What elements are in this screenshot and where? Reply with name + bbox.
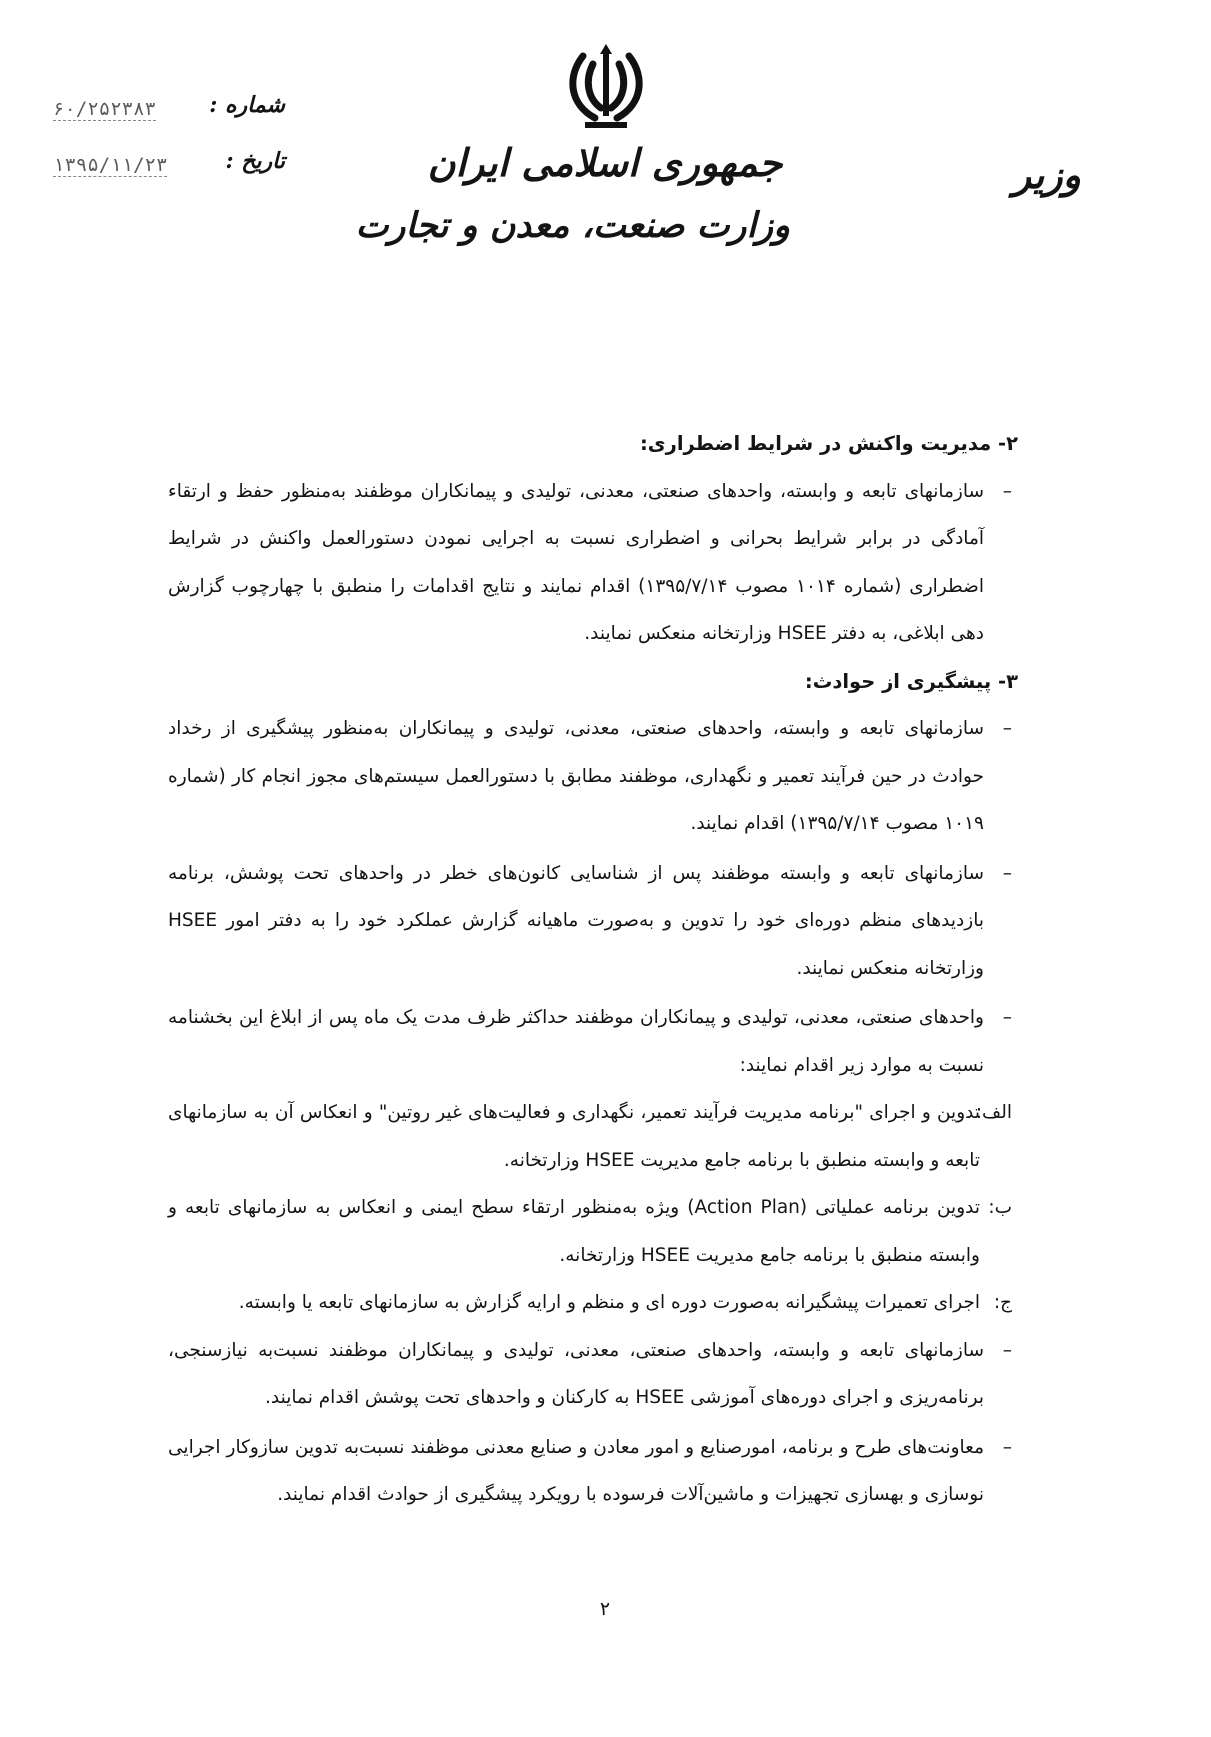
- sub-item-text: اجرای تعمیرات پیشگیرانه به‌صورت دوره ای و منظم و ارایه گزارش به سازمانهای تابعه یا وابسته.: [238, 1292, 980, 1313]
- sub-item-label: ج:: [993, 1292, 1012, 1313]
- minister-label: وزیر: [1012, 152, 1081, 197]
- republic-title: جمهوری اسلامی ایران: [427, 140, 783, 185]
- bullet-dash: –: [1002, 718, 1012, 739]
- bullet-dash: –: [1002, 480, 1012, 502]
- bullet-text: واحدهای صنعتی، معدنی، تولیدی و پیمانکاران موظفند حداکثر ظرف مدت یک ماه پس از ابلاغ این بخشنامه نسبت به موارد زیر اقدام نمایند:: [168, 1007, 984, 1076]
- bullet-dash: –: [1002, 1436, 1012, 1458]
- sub-item: [168, 1184, 1018, 1279]
- sub-item-text: تدوین برنامه عملیاتی (Action Plan) ویژه به‌منظور ارتقاء سطح ایمنی و انعکاس به سازمانهای تابعه و وابسته منطبق با برنامه جامع مدیریت HSEE وزارتخانه.: [168, 1197, 980, 1266]
- bullet-text: سازمانهای تابعه و وابسته، واحدهای صنعتی، معدنی، تولیدی و پیمانکاران موظفند نسبت‌به نیازسنجی، برنامه‌ریزی و اجرای دوره‌های آموزشی HSEE به کارکنان و واحدهای تحت پوشش اقدام نمایند.: [168, 1339, 984, 1408]
- sub-item-text: تدوین و اجرای "برنامه مدیریت فرآیند تعمیر، نگهداری و فعالیت‌های غیر روتین" و انعکاس آن به سازمانهای تابعه و وابسته منطبق با برنامه جامع مدیریت HSEE وزارتخانه.: [168, 1102, 980, 1171]
- bullet-text: سازمانهای تابعه و وابسته، واحدهای صنعتی، معدنی، تولیدی و پیمانکاران به‌منظور پیشگیری از رخداد حوادث در حین فرآیند تعمیر و نگهداری، موظفند مطابق با دستورالعمل سیستم‌های مجوز انجام کار (شماره ۱۰۱۹ مصوب ۱۳۹۵/۷/۱۴) اقدام نمایند.: [168, 718, 984, 834]
- sub-item-label: ب:: [988, 1197, 1012, 1218]
- section-heading-emergency: ۲- مدیریت واکنش در شرایط اضطراری:: [639, 432, 1018, 455]
- document-body: [168, 420, 1018, 1519]
- letter-date: [45, 148, 285, 188]
- bullet-text: سازمانهای تابعه و وابسته، واحدهای صنعتی، معدنی، تولیدی و پیمانکاران موظفند به‌منظور حفظ و ارتقاء آمادگی در برابر شرایط بحرانی و اضطراری نسبت به اجرایی نمودن دستورالعمل واکنش در شرایط اضطراری (شماره ۱۰۱۴ مصوب ۱۳۹۵/۷/۱۴) اقدام نمایند و نتایج اقدامات را منطبق با چهارچوب گزارش دهی ابلاغی، به دفتر HSEE وزارتخانه منعکس نمایند.: [168, 480, 985, 644]
- bullet-text: سازمانهای تابعه و وابسته موظفند پس از شناسایی کانون‌های خطر در واحدهای تحت پوشش، برنامه بازدیدهای منظم دوره‌ای خود را تدوین و به‌صورت ماهیانه گزارش عملکرد خود را به دفتر امور HSEE وزارتخانه منعکس نمایند.: [168, 862, 984, 979]
- bullet-paragraph: [168, 850, 1018, 993]
- number-label: شماره :: [209, 92, 285, 118]
- bullet-dash: –: [1002, 862, 1012, 884]
- date-value: ۱۳۹۵/۱۱/۲۳: [53, 154, 168, 176]
- iran-emblem-icon: [565, 42, 647, 132]
- bullet-dash: –: [1002, 1007, 1012, 1028]
- letter-number: [45, 92, 285, 132]
- ministry-title: وزارت صنعت، معدن و تجارت: [355, 205, 790, 246]
- section-heading-prevention: ۳- پیشگیری از حوادث:: [804, 669, 1018, 693]
- bullet-paragraph: [168, 1424, 1018, 1519]
- bullet-paragraph: [168, 1327, 1018, 1422]
- bullet-paragraph: [168, 994, 1018, 1089]
- bullet-paragraph: [168, 705, 1018, 848]
- sub-item-label: الف:: [975, 1102, 1012, 1123]
- page-number: ۲: [599, 1598, 611, 1620]
- bullet-dash: –: [1002, 1339, 1012, 1361]
- number-value: ۶۰/۲۵۲۳۸۳: [53, 98, 156, 120]
- sub-item: [168, 1089, 1018, 1184]
- sub-item: [168, 1279, 1018, 1327]
- bullet-paragraph: [168, 468, 1018, 658]
- date-label: تاریخ :: [225, 148, 285, 174]
- bullet-text: معاونت‌های طرح و برنامه، امورصنایع و امور معادن و صنایع معدنی موظفند نسبت‌به تدوین سازوکار اجرایی نوسازی و بهسازی تجهیزات و ماشین‌آلات فرسوده با رویکرد پیشگیری از حوادث اقدام نمایند.: [168, 1436, 984, 1505]
